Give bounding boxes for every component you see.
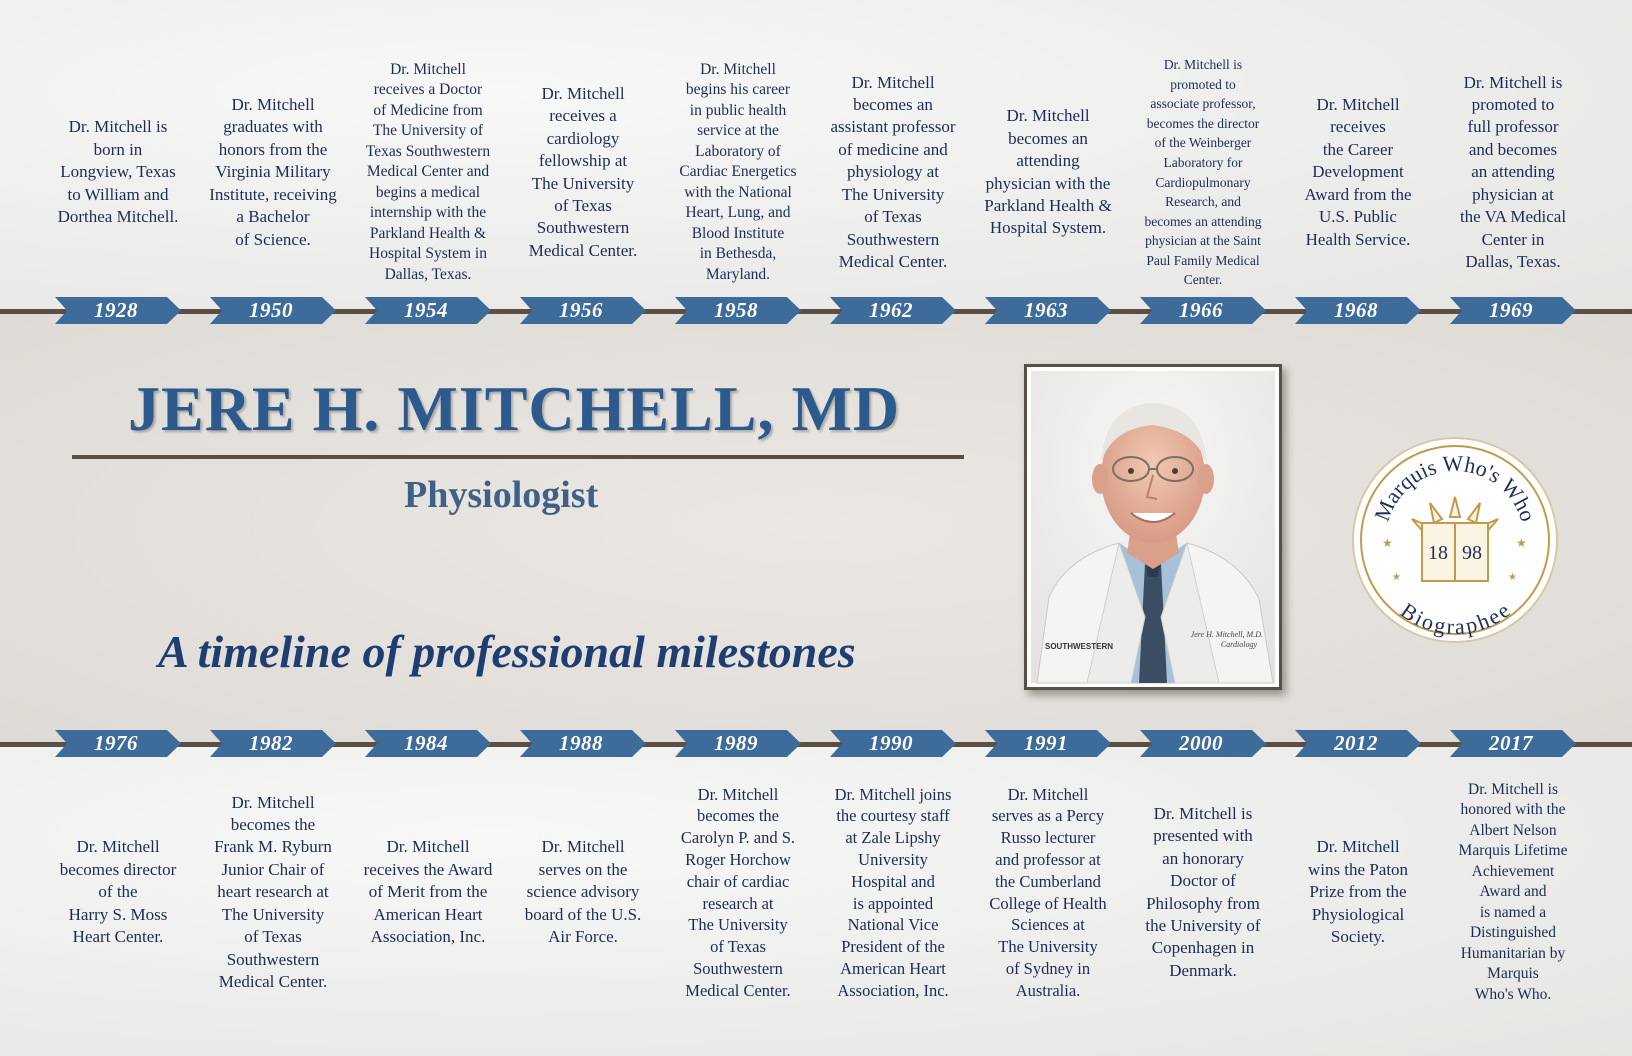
milestone-line: graduates with (223, 117, 323, 137)
timeline-top-milestone (665, 55, 811, 290)
timeline-bottom-milestone-text (835, 784, 952, 1002)
milestone-line: Cardiac Energetics (679, 163, 797, 181)
milestone-line: Medical Center and (366, 163, 490, 181)
milestone-line: of Texas (244, 927, 302, 947)
milestone-line: Dr. Mitchell (851, 72, 935, 92)
timeline-bottom-year-tag (1140, 730, 1266, 757)
milestone-line: physiology at (846, 162, 940, 182)
milestone-line: Philosophy from (1146, 893, 1260, 913)
timeline-bottom-year-label: 1989 (714, 731, 758, 755)
timeline-top-year-label: 1950 (249, 298, 293, 322)
timeline-bottom-year-tag (55, 730, 181, 757)
timeline-top-year-tag (210, 297, 336, 324)
timeline-top-milestone-text (1460, 72, 1566, 274)
timeline-top-year-label: 1958 (714, 298, 758, 322)
milestone-line: is named a (1479, 903, 1547, 921)
milestone-line: Dr. Mitchell joins (834, 784, 952, 804)
milestone-line: Dorthea Mitchell. (57, 207, 179, 227)
milestone-line: becomes the director (1146, 115, 1260, 131)
milestone-line: Distinguished (1469, 924, 1557, 942)
timeline-top-year-label: 1963 (1024, 298, 1068, 322)
milestone-line: American Heart (840, 958, 946, 978)
milestone-line: Health Service. (1305, 229, 1411, 249)
milestone-line: wins the Paton (1307, 859, 1409, 879)
timeline-top-milestone-text (1145, 55, 1262, 290)
timeline-top-year-tag (1450, 297, 1576, 324)
milestone-line: becomes director (59, 859, 177, 879)
person-name: JERE H. MITCHELL, MD (128, 373, 901, 444)
timeline-bottom-milestone-text (525, 836, 642, 948)
milestone-line: attending (1016, 151, 1080, 171)
timeline-top-milestone-text (209, 94, 336, 251)
milestone-line: Laboratory of (695, 142, 781, 160)
milestone-line: and professor at (995, 849, 1101, 869)
seal-star-right: ★ (1516, 536, 1527, 550)
milestone-line: Copenhagen in (1151, 938, 1255, 958)
timeline-bottom-year-label: 2012 (1334, 731, 1378, 755)
milestone-line: becomes the (230, 814, 316, 834)
timeline-top-milestone (975, 55, 1121, 290)
timeline-bottom-milestone-text (1145, 803, 1260, 983)
milestone-line: Prize from the (1309, 882, 1407, 902)
timeline-bottom-milestone (1285, 775, 1431, 1010)
milestone-line: is appointed (852, 893, 934, 913)
milestone-line: begins a medical (375, 183, 481, 201)
seal-year-left: 18 (1428, 542, 1448, 564)
milestone-line: physician with the (985, 173, 1111, 193)
milestone-line: Dallas, Texas. (1465, 252, 1561, 272)
milestone-line: the courtesy staff (836, 806, 950, 826)
timeline-top-year-tag (985, 297, 1111, 324)
milestone-line: Dr. Mitchell (541, 837, 625, 857)
milestone-line: Southwestern (846, 229, 940, 249)
timeline-top-year-tag (675, 297, 801, 324)
milestone-line: of Merit from the (368, 882, 488, 902)
milestone-line: Russo lecturer (1000, 828, 1096, 848)
milestone-line: The University of (372, 122, 484, 140)
timeline-top-milestone-text (830, 72, 955, 274)
milestone-line: physician at (1472, 184, 1554, 204)
timeline-top-milestone-text (58, 116, 179, 228)
timeline-top-milestone (200, 55, 346, 290)
timeline-bottom-year-label: 2000 (1179, 731, 1223, 755)
timeline-bottom-milestone-text (60, 836, 177, 948)
timeline-bottom-milestone-text (364, 836, 493, 948)
timeline-top-milestone-text (529, 83, 638, 263)
timeline-bottom-year-label: 2017 (1489, 731, 1533, 755)
seal-year-right: 98 (1462, 542, 1482, 564)
seal-arc-top-text: Marquis Who's Who (1369, 450, 1541, 525)
milestone-line: with the National (684, 183, 792, 201)
timeline-bottom-milestone (820, 775, 966, 1010)
milestone-line: Medical Center. (528, 240, 638, 260)
milestone-line: Award from the (1304, 184, 1412, 204)
milestone-line: of Texas (554, 195, 612, 215)
milestone-line: Hospital and (851, 871, 935, 891)
timeline-top-year-label: 1962 (869, 298, 913, 322)
milestone-line: Southwestern (693, 958, 783, 978)
milestone-line: the University of (1145, 915, 1261, 935)
milestone-line: Dr. Mitchell (390, 61, 466, 78)
milestone-line: an honorary (1162, 848, 1244, 868)
milestone-line: Hospital System. (989, 218, 1107, 238)
milestone-line: receives the Award (363, 859, 493, 879)
milestone-line: receives a (549, 106, 617, 126)
timeline-bottom-milestone (665, 775, 811, 1010)
portrait-illustration (1027, 367, 1279, 687)
person-profession: Physiologist (404, 474, 599, 516)
milestone-line: becomes an (853, 94, 933, 114)
milestone-line: in Bethesda, (699, 245, 777, 263)
milestone-line: Development (1312, 162, 1404, 182)
milestone-line: honored with the (1460, 801, 1566, 819)
milestone-line: an attending (1471, 162, 1555, 182)
timeline-bottom-year-label: 1988 (559, 731, 603, 755)
milestone-line: Medical Center. (218, 972, 328, 992)
timeline-bottom-milestone (975, 775, 1121, 1010)
milestone-line: of the Weinberger (1154, 135, 1252, 151)
milestone-line: research at (702, 893, 774, 913)
timeline-bottom-year-label: 1991 (1024, 731, 1068, 755)
milestone-line: Laboratory for (1163, 154, 1243, 170)
milestone-line: National Vice (847, 915, 939, 935)
timeline-bottom-year-tag (985, 730, 1111, 757)
timeline-top-milestone-text (1304, 94, 1411, 251)
timeline-bottom-milestone (1440, 775, 1586, 1010)
milestone-line: chair of cardiac (686, 871, 790, 891)
marquis-whos-who-seal (1350, 435, 1560, 645)
timeline-top-year-tag (55, 297, 181, 324)
milestone-line: of Medicine from (373, 101, 483, 119)
milestone-line: Frank M. Ryburn (214, 837, 332, 857)
milestone-line: Dr. Mitchell is (1163, 57, 1243, 73)
seal-star-left: ★ (1382, 536, 1393, 550)
milestone-line: Dr. Mitchell (231, 792, 315, 812)
timeline-top-milestone (355, 55, 501, 290)
milestone-line: Southwestern (536, 218, 630, 238)
milestone-line: Center. (1183, 272, 1223, 288)
milestone-line: Air Force. (548, 927, 618, 947)
milestone-line: service at the (697, 122, 779, 140)
milestone-line: Medical Center. (838, 252, 948, 272)
milestone-line: Junior Chair of (221, 859, 325, 879)
milestone-line: physician at the Saint (1145, 233, 1261, 249)
timeline-bottom-milestone (200, 775, 346, 1010)
timeline-top-year-label: 1928 (94, 298, 138, 322)
timeline-top-milestone (45, 55, 191, 290)
milestone-line: of Texas (864, 207, 922, 227)
coat-dept-text: Cardiology (1220, 640, 1257, 649)
milestone-line: born in (93, 139, 143, 159)
portrait-photo (1024, 364, 1282, 690)
milestone-line: the Career (1322, 139, 1394, 159)
milestone-line: Dr. Mitchell (1007, 784, 1089, 804)
milestone-line: Marquis (1487, 965, 1539, 983)
milestone-line: Humanitarian by (1460, 944, 1566, 962)
milestone-line: of medicine and (838, 139, 948, 159)
milestone-line: Cardiopulmonary (1155, 174, 1251, 190)
milestone-line: associate professor, (1150, 96, 1256, 112)
milestone-line: fellowship at (538, 151, 628, 171)
coat-logo-text: SOUTHWESTERN (1045, 642, 1113, 651)
timeline-bottom-year-tag (520, 730, 646, 757)
milestone-line: Medical Center. (685, 980, 791, 1000)
milestone-line: Award and (1479, 883, 1547, 901)
milestone-line: Southwestern (226, 949, 320, 969)
timeline-top-year-tag (520, 297, 646, 324)
milestone-line: Dr. Mitchell is (1463, 72, 1563, 92)
timeline-top-year-tag (1140, 297, 1266, 324)
milestone-line: Research, and (1165, 194, 1241, 210)
milestone-line: Hospital System in (369, 245, 487, 263)
milestone-line: receives (1330, 117, 1386, 137)
timeline-bottom-year-tag (210, 730, 336, 757)
milestone-line: a Bachelor (236, 207, 310, 227)
milestone-line: promoted to (1170, 76, 1236, 92)
milestone-line: President of the (841, 937, 945, 957)
milestone-line: presented with (1153, 826, 1253, 846)
timeline-bottom-year-tag (675, 730, 801, 757)
milestone-line: University (858, 849, 928, 869)
timeline-bottom-milestone-text (1459, 780, 1568, 1005)
timeline-top-year-label: 1966 (1179, 298, 1223, 322)
milestone-line: of Texas (710, 937, 766, 957)
milestone-line: the Cumberland (995, 871, 1101, 891)
timeline-bottom-milestone-text (1308, 836, 1408, 948)
name-divider (72, 455, 964, 459)
milestone-line: Texas Southwestern (365, 142, 491, 160)
timeline-top-milestone (510, 55, 656, 290)
milestone-line: receives a Doctor (373, 81, 483, 99)
milestone-line: Dr. Mitchell is (1468, 781, 1558, 798)
milestone-line: of Sydney in (1005, 958, 1091, 978)
milestone-line: Institute, receiving (209, 184, 337, 204)
seal-arc-bottom-text: Biographee (1396, 597, 1515, 640)
milestone-line: Carolyn P. and S. (680, 828, 796, 848)
timeline-top-year-tag (1295, 297, 1421, 324)
milestone-line: American Heart (373, 904, 483, 924)
milestone-line: The University (688, 915, 788, 935)
milestone-line: Dr. Mitchell (1316, 837, 1400, 857)
timeline-top-year-tag (365, 297, 491, 324)
milestone-line: Parkland Health & (369, 224, 487, 242)
timeline-bottom-milestone (1130, 775, 1276, 1010)
milestone-line: Longview, Texas (60, 162, 176, 182)
seal-star-right-low: ★ (1508, 572, 1517, 583)
milestone-line: Dr. Mitchell (1006, 106, 1090, 126)
milestone-line: science advisory (526, 882, 640, 902)
timeline-top-year-label: 1954 (404, 298, 448, 322)
milestone-line: Denmark. (1169, 960, 1237, 980)
timeline-bottom-year-label: 1982 (249, 731, 293, 755)
timeline-top-year-label: 1969 (1489, 298, 1533, 322)
milestone-line: assistant professor (830, 117, 956, 137)
milestone-line: The University (998, 937, 1098, 957)
milestone-line: internship with the (369, 204, 487, 222)
milestone-line: Virginia Military (215, 162, 331, 182)
milestone-line: board of the U.S. (524, 904, 642, 924)
milestone-line: the VA Medical (1459, 207, 1567, 227)
milestone-line: Physiological (1311, 904, 1405, 924)
milestone-line: becomes an (1008, 128, 1088, 148)
milestone-line: Dr. Mitchell (76, 837, 160, 857)
milestone-line: Australia. (1015, 980, 1081, 1000)
milestone-line: Dr. Mitchell is (1153, 803, 1253, 823)
milestone-line: of the (98, 882, 138, 902)
milestone-line: of Science. (235, 229, 311, 249)
milestone-line: College of Health (989, 893, 1107, 913)
timeline-tagline: A timeline of professional milestones (158, 626, 856, 677)
milestone-line: serves as a Percy (991, 806, 1105, 826)
milestone-line: The University (531, 173, 635, 193)
milestone-line: at Zale Lipshy (845, 828, 941, 848)
timeline-bottom-year-tag (365, 730, 491, 757)
milestone-line: Heart, Lung, and (685, 204, 791, 222)
milestone-line: Marquis Lifetime (1458, 842, 1568, 860)
milestone-line: Dr. Mitchell is (68, 117, 168, 137)
milestone-line: Dr. Mitchell (541, 83, 625, 103)
timeline-bottom-milestone (510, 775, 656, 1010)
timeline-top-milestone (820, 55, 966, 290)
timeline-top-year-label: 1956 (559, 298, 603, 322)
timeline-bottom-milestone-text (214, 792, 332, 994)
milestone-line: becomes the (696, 806, 779, 826)
milestone-line: cardiology (546, 128, 620, 148)
milestone-line: Maryland. (705, 265, 771, 283)
milestone-line: heart research at (217, 882, 329, 902)
milestone-line: Dr. Mitchell (1316, 94, 1400, 114)
milestone-line: U.S. Public (1319, 207, 1397, 227)
milestone-line: Center in (1481, 229, 1545, 249)
milestone-line: Doctor of (1170, 871, 1236, 891)
milestone-line: The University (841, 184, 945, 204)
milestone-line: full professor (1467, 117, 1559, 137)
milestone-line: Paul Family Medical (1146, 252, 1260, 268)
coat-name-text: Jere H. Mitchell, M.D. (1190, 630, 1263, 639)
milestone-line: Blood Institute (691, 224, 785, 242)
timeline-bottom-year-label: 1990 (869, 731, 913, 755)
milestone-line: Parkland Health & (984, 195, 1112, 215)
timeline-bottom-year-label: 1976 (94, 731, 138, 755)
timeline-bottom-year-tag (1295, 730, 1421, 757)
milestone-line: promoted to (1471, 94, 1555, 114)
milestone-line: becomes an attending (1144, 213, 1262, 229)
milestone-line: Dr. Mitchell (231, 94, 315, 114)
timeline-top-milestone (1130, 55, 1276, 290)
timeline-bottom-year-tag (1450, 730, 1576, 757)
timeline-top-milestone-text (366, 60, 490, 285)
milestone-line: Association, Inc. (370, 927, 486, 947)
timeline-bottom-milestone (45, 775, 191, 1010)
milestone-line: Sciences at (1011, 915, 1085, 935)
timeline-bottom-milestone-text (989, 784, 1106, 1002)
timeline-top-milestone-text (679, 60, 796, 285)
milestone-line: Who's Who. (1474, 985, 1552, 1003)
milestone-line: Heart Center. (72, 927, 164, 947)
milestone-line: Harry S. Moss (68, 904, 168, 924)
milestone-line: begins his career (685, 81, 791, 99)
milestone-line: in public health (689, 101, 787, 119)
timeline-top-milestone (1285, 55, 1431, 290)
timeline-bottom-year-tag (830, 730, 956, 757)
milestone-line: Association, Inc. (837, 980, 949, 1000)
milestone-line: honors from the (218, 139, 328, 159)
timeline-bottom-milestone (355, 775, 501, 1010)
timeline-bottom-year-label: 1984 (404, 731, 448, 755)
milestone-line: The University (221, 904, 325, 924)
milestone-line: Dr. Mitchell (697, 784, 779, 804)
milestone-line: Dr. Mitchell (700, 61, 776, 78)
milestone-line: serves on the (538, 859, 628, 879)
timeline-top-milestone-text (984, 105, 1111, 240)
milestone-line: Roger Horchow (685, 849, 791, 869)
timeline-top-milestone (1440, 55, 1586, 290)
milestone-line: to William and (67, 184, 169, 204)
timeline-bottom-milestone-text (681, 784, 795, 1002)
milestone-line: Dr. Mitchell (386, 837, 470, 857)
milestone-line: Albert Nelson (1469, 821, 1557, 839)
milestone-line: Society. (1330, 927, 1386, 947)
milestone-line: and becomes (1468, 139, 1558, 159)
milestone-line: Dallas, Texas. (384, 265, 472, 283)
timeline-top-year-tag (830, 297, 956, 324)
milestone-line: Achievement (1471, 862, 1555, 880)
seal-star-left-low: ★ (1392, 572, 1401, 583)
timeline-top-year-label: 1968 (1334, 298, 1378, 322)
